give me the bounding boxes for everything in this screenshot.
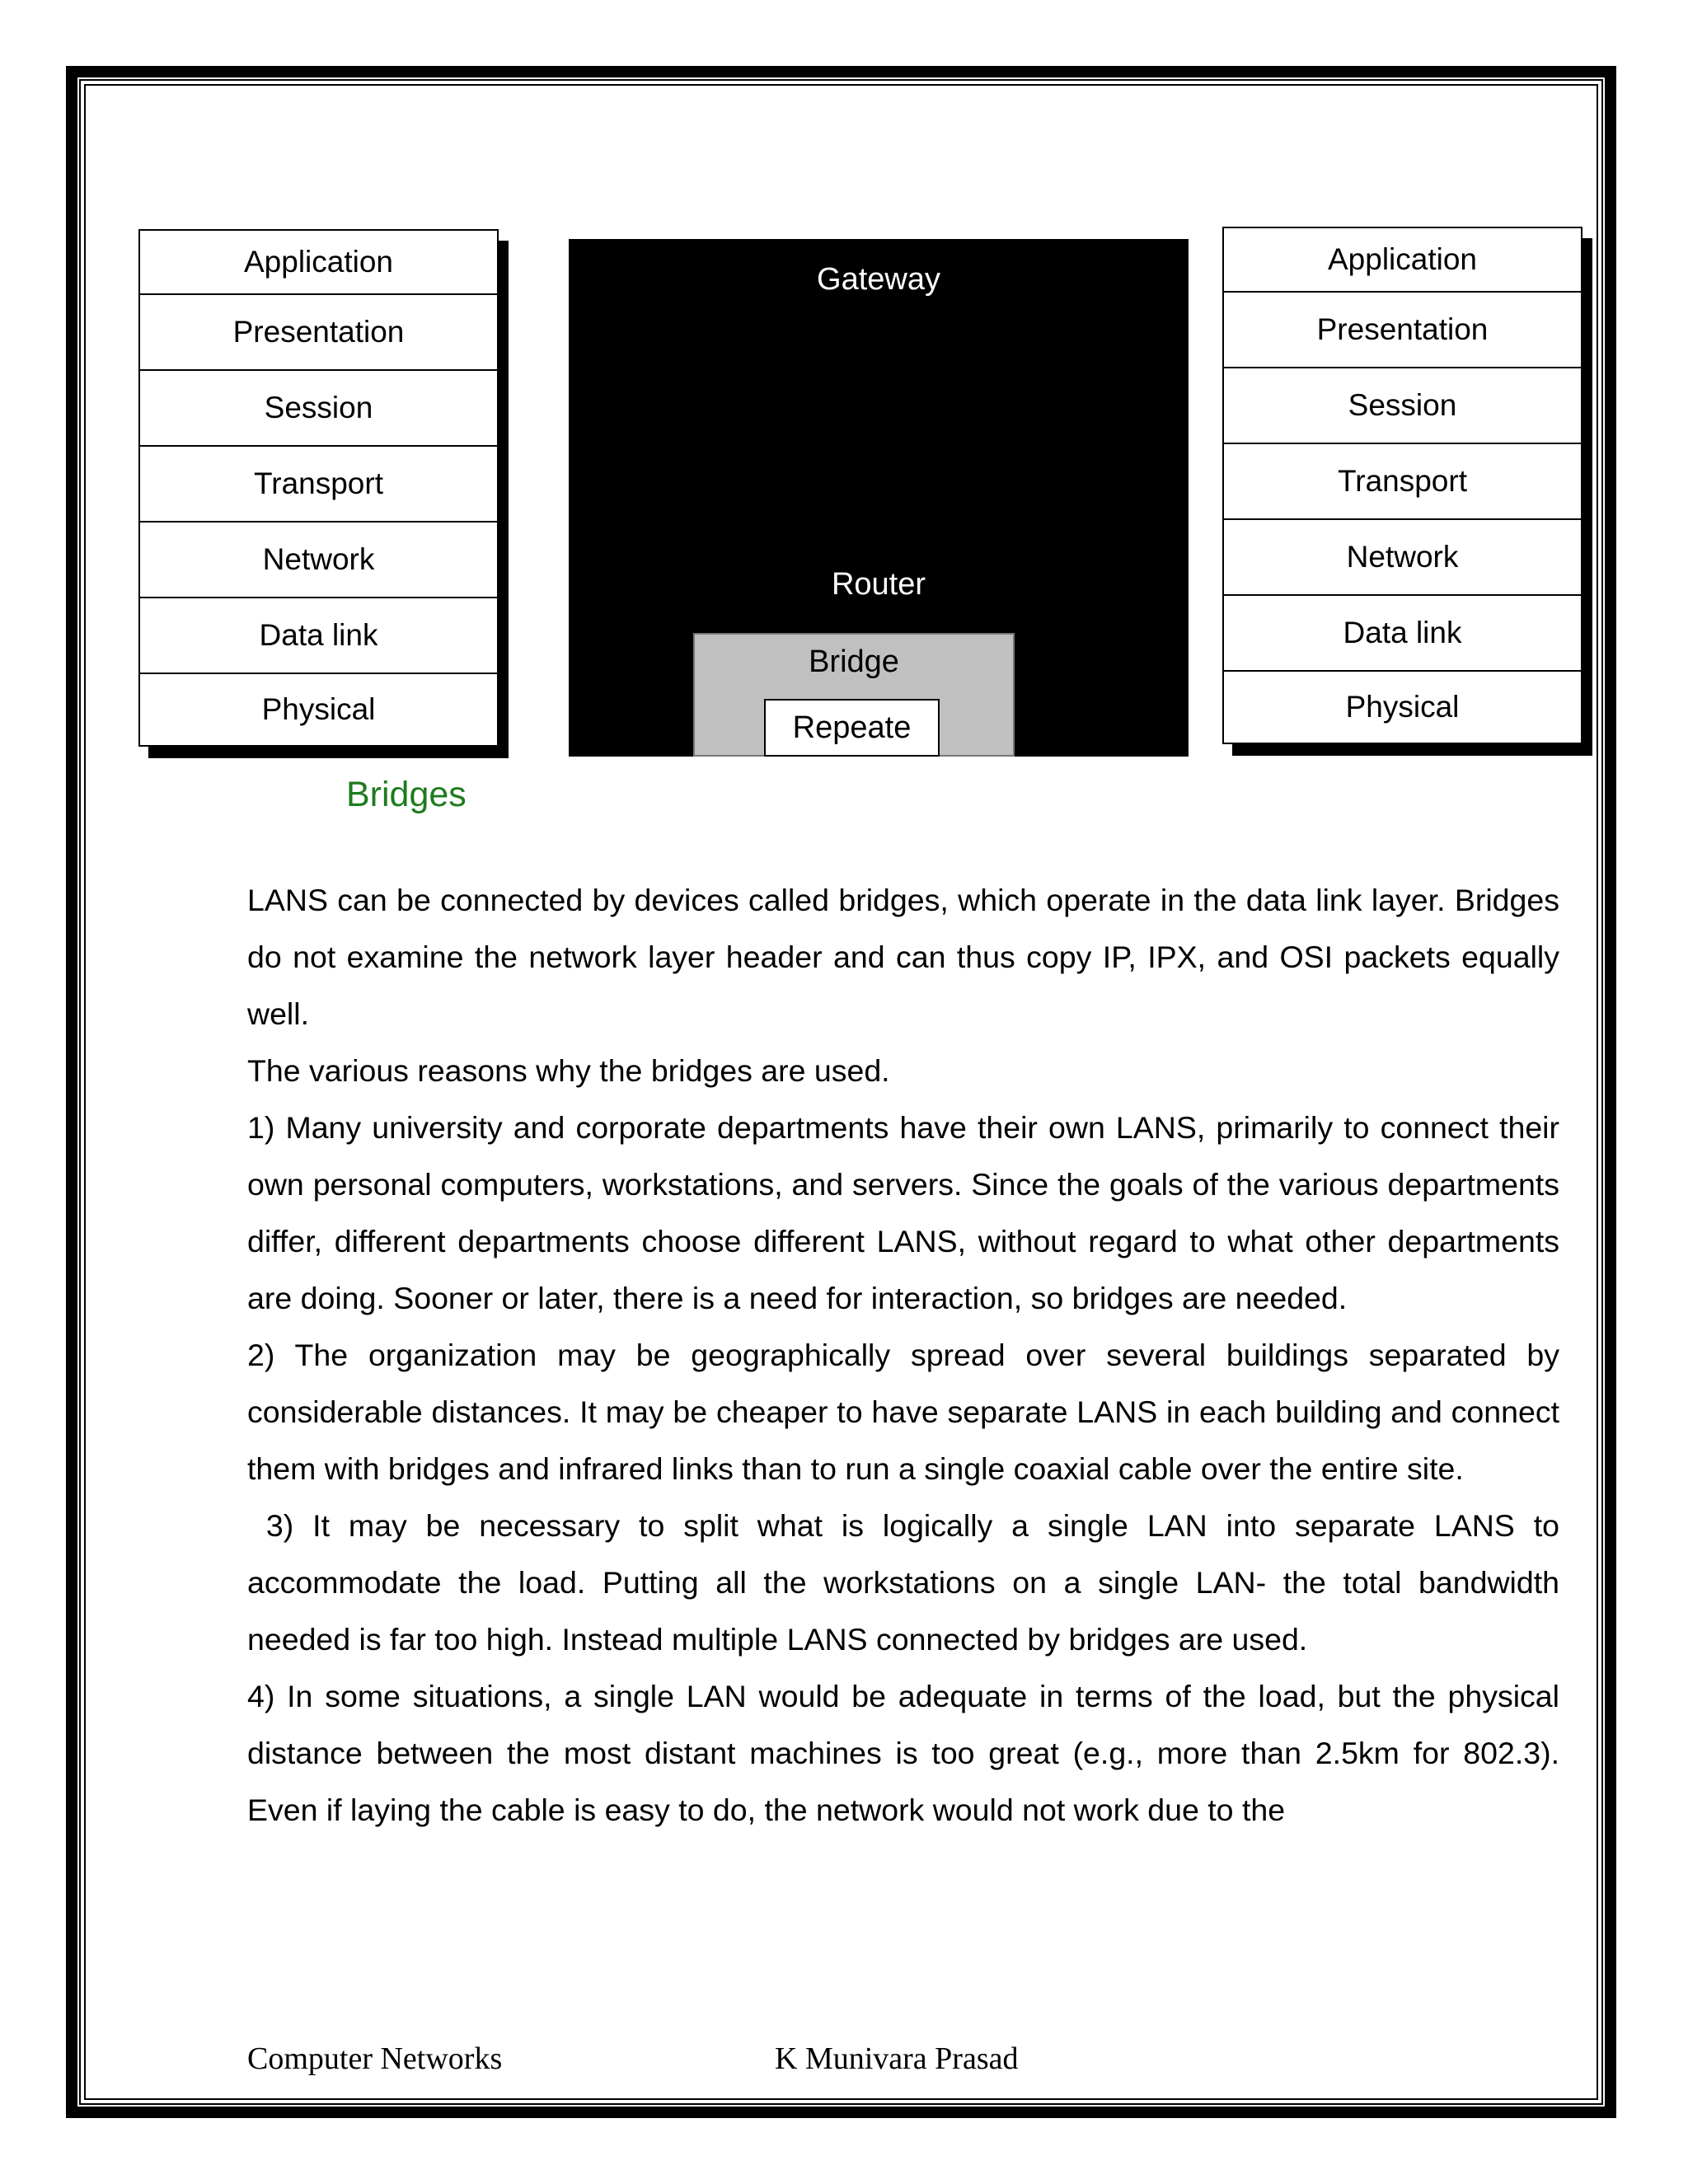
- router-label: Router: [831, 567, 926, 602]
- repeater-box: [764, 699, 940, 757]
- footer-left: Computer Networks: [247, 2041, 503, 2076]
- right-layer-application: Application: [1222, 227, 1582, 293]
- left-layer-transport: Transport: [138, 445, 499, 523]
- paragraph-reason-2: 2) The organization may be geographically spread over several buildings separated by considerable distances. It may be cheaper to have separate LANS in each building and connect them with bridges and infrared links than to run a single coaxial cable over the entire site.: [247, 1338, 1559, 1486]
- paragraph-reasons-lead: The various reasons why the bridges are used.: [247, 1053, 890, 1088]
- left-layer-physical: Physical: [138, 673, 499, 747]
- left-layer-network: Network: [138, 521, 499, 598]
- right-osi-stack: [1222, 227, 1582, 746]
- right-layer-presentation: Presentation: [1222, 291, 1582, 368]
- paragraph-intro: LANS can be connected by devices called bridges, which operate in the data link layer. Bridges do not examine the network layer header and can thus copy IP, IPX, and OSI packets equally well.: [247, 883, 1559, 1031]
- right-layer-network: Network: [1222, 518, 1582, 596]
- right-layer-data-link: Data link: [1222, 594, 1582, 672]
- body-text: [247, 872, 1568, 1839]
- left-layer-presentation: Presentation: [138, 293, 499, 371]
- gateway-label: Gateway: [817, 262, 940, 297]
- paragraph-reason-4: 4) In some situations, a single LAN would be adequate in terms of the load, but the physical distance between the most distant machines is too great (e.g., more than 2.5km for 802.3). Even if laying the cable is easy to do, the network would not work due to the: [247, 1679, 1559, 1827]
- left-layer-data-link: Data link: [138, 597, 499, 674]
- left-layer-session: Session: [138, 369, 499, 447]
- repeater-label: Repeate: [792, 710, 912, 745]
- paragraph-reason-1: 1) Many university and corporate departments have their own LANS, primarily to connect their own personal computers, workstations, and servers. Since the goals of the various departments differ, different departments choose different LANS, without regard to what other departments are doing. Sooner or later, there is a need for interaction, so bridges are needed.: [247, 1110, 1559, 1315]
- section-heading: Bridges: [346, 775, 467, 814]
- right-layer-physical: Physical: [1222, 670, 1582, 744]
- right-layer-transport: Transport: [1222, 443, 1582, 520]
- footer-center: K Munivara Prasad: [775, 2041, 1019, 2076]
- left-layer-application: Application: [138, 229, 499, 295]
- left-osi-stack: [138, 229, 499, 748]
- paragraph-reason-3: 3) It may be necessary to split what is logically a single LAN into separate LANS to accommodate the load. Putting all the workstations on a single LAN- the total bandwidth needed is far too high. Instead multiple LANS connected by bridges are used.: [247, 1508, 1568, 1657]
- bridge-label: Bridge: [809, 644, 899, 679]
- right-layer-session: Session: [1222, 367, 1582, 444]
